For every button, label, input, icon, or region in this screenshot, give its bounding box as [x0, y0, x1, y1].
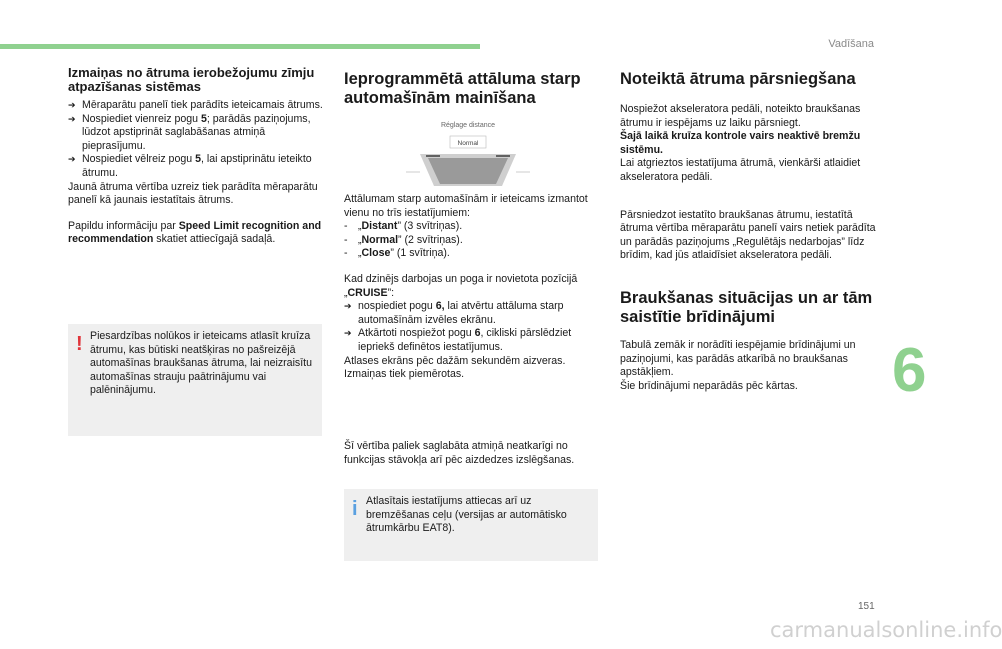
warning-box: [68, 324, 322, 436]
list-item: - „Close” (1 svītriņa).: [344, 247, 450, 260]
exclamation-icon: !: [76, 333, 83, 355]
bullet-item: ➔ Nospiediet vienreiz pogu 5; parādās paziņojums, lūdzot apstiprināt saglabāšanas atmiņā pieprasījumu.: [68, 112, 311, 152]
header-accent-bar: [0, 44, 480, 49]
paragraph: Pārsniedzot iestatīto braukšanas ātrumu, iestatītā ātruma vērtība mēraparātu panelī vairs netiek parādīta un parādās paziņojums „Regulētājs nedarbojas” līdz brīdim, kad jūs atlaidīsiet akseleratora pedāli.: [620, 208, 876, 262]
paragraph: Atlases ekrāns pēc dažām sekundēm aizveras.: [344, 354, 566, 367]
column-speed-limit: [68, 66, 324, 247]
column-distance-memory: [344, 440, 600, 467]
pointer-icon: ➔: [344, 328, 352, 339]
section-title: Ieprogrammētā attāluma starp automašīnām mainīšana: [344, 70, 581, 107]
paragraph: Nospiežot akseleratora pedāli, noteikto braukšanas ātrumu ir iespējams uz laiku pārsniegt.: [620, 103, 861, 129]
paragraph: Attālumam starp automašīnām ir ieteicams izmantot vienu no trīs iestatījumiem:: [344, 193, 588, 219]
section-title: Noteiktā ātruma pārsniegšana: [620, 70, 856, 88]
warning-text: Piesardzības nolūkos ir ieteicams atlasīt kruīza ātrumu, kas būtiski neatšķiras no pašreizējā automašīnas braukšanas ātruma, lai neizraisītu automašīnas strauju paātrinājumu vai palēninājumu.: [90, 330, 312, 397]
paragraph: Šie brīdinājumi neparādās pēc kārtas.: [620, 379, 798, 392]
paragraph: Tabulā zemāk ir norādīti iespējamie brīdinājumi un paziņojumi, kas parādās atkarībā no braukšanas apstākļiem.: [620, 338, 856, 379]
paragraph: Jaunā ātruma vērtība uzreiz tiek parādīta mēraparātu panelī kā jaunais iestatītais ātrums.: [68, 180, 318, 207]
figure-title: Réglage distance: [440, 122, 496, 129]
list-item: - „Distant” (3 svītriņas).: [344, 220, 463, 233]
pointer-icon: ➔: [68, 154, 76, 165]
pointer-icon: ➔: [68, 113, 76, 124]
column-distance: [344, 70, 600, 108]
column-exceeding: [620, 70, 876, 393]
watermark: carmanualsonline.info: [770, 618, 1002, 642]
chapter-number: 6: [892, 336, 927, 405]
bullet-item: ➔ Mēraparātu panelī tiek parādīts ieteicamais ātrums.: [68, 99, 323, 111]
paragraph: Papildu informāciju par Speed Limit recognition and recommendation skatiet attiecīgajā sadaļā.: [68, 219, 322, 246]
paragraph: Kad dzinējs darbojas un poga ir novietota pozīcijā „CRUISE”:: [344, 272, 578, 299]
distance-display-illustration: [396, 114, 541, 194]
list-item: - „Normal” (2 svītriņas).: [344, 233, 463, 246]
info-text: Atlasītais iestatījums attiecas arī uz bremzēšanas ceļu (versijas ar automātisko ātrumkārbu EAT8).: [366, 495, 567, 535]
info-box: [344, 489, 598, 561]
figure-mode: Normal: [457, 140, 479, 147]
bullet-item: ➔ Nospiediet vēlreiz pogu 5, lai apstiprinātu ieteikto ātrumu.: [68, 153, 312, 179]
pointer-icon: ➔: [68, 100, 76, 110]
paragraph: Izmaiņas tiek piemērotas.: [344, 368, 465, 381]
section-title: Braukšanas situācijas un ar tām saistītie brīdinājumi: [620, 288, 873, 326]
bullet-item: ➔ nospiediet pogu 6, lai atvērtu attāluma starp automašīnām izvēles ekrānu.: [344, 300, 564, 326]
paragraph-bold: Šajā laikā kruīza kontrole vairs neaktivē bremžu sistēmu.: [620, 130, 861, 156]
section-label: Vadīšana: [828, 38, 874, 50]
paragraph: Šī vērtība paliek saglabāta atmiņā neatkarīgi no funkcijas stāvokļa arī pēc aizdedzes izslēgšanas.: [344, 440, 575, 466]
page-number: 151: [858, 601, 875, 612]
bullet-item: ➔ Atkārtoti nospiežot pogu 6, cikliski pārslēdziet iepriekš definētos iestatījumus.: [344, 327, 572, 353]
section-title: Izmaiņas no ātruma ierobežojumu zīmju atpazīšanas sistēmas: [68, 65, 315, 94]
column-distance-body: [344, 193, 600, 382]
road-lane: [428, 158, 508, 184]
info-icon: i: [352, 498, 358, 520]
distance-display-figure: [396, 114, 541, 194]
paragraph: Lai atgrieztos iestatījuma ātrumā, vienkārši atlaidiet akseleratora pedāli.: [620, 157, 861, 183]
pointer-icon: ➔: [344, 301, 352, 312]
